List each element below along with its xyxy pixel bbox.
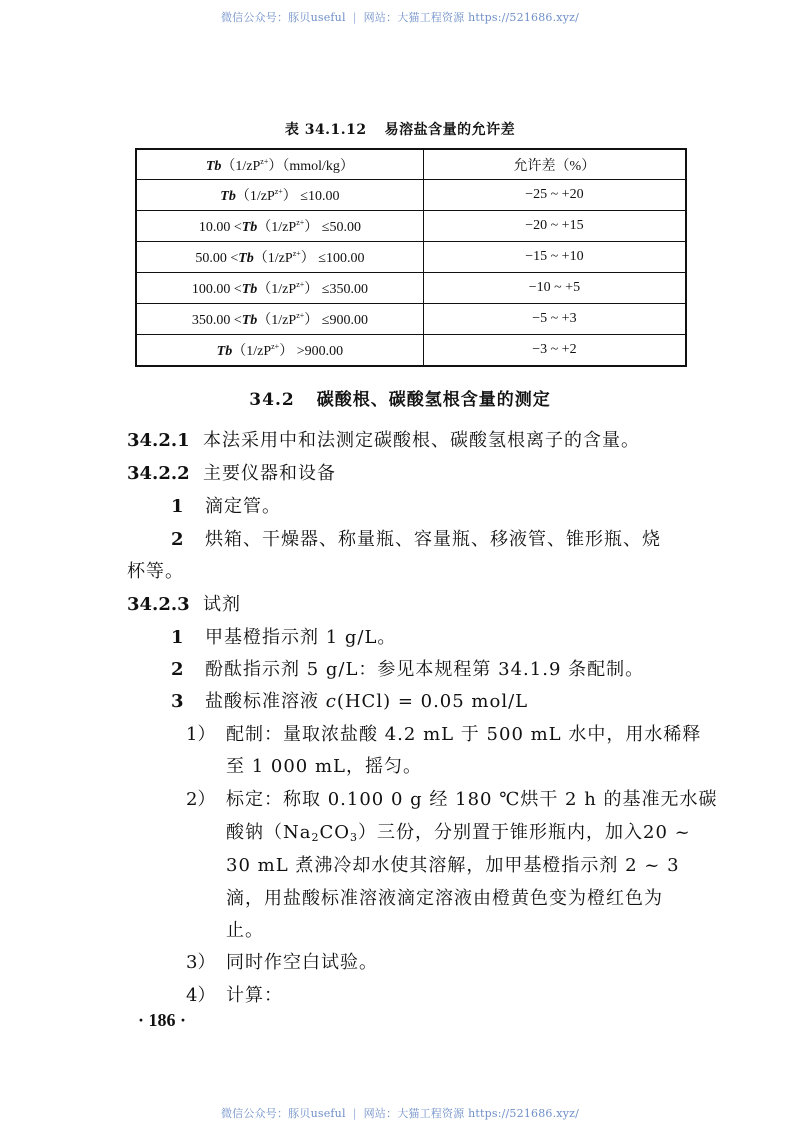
item-text: 酚酞指示剂 5 g/L：参见本规程第 34.1.9 条配制。 (205, 659, 645, 680)
subscript: 3 (350, 831, 359, 844)
item-text: 烘箱、干燥器、称量瓶、容量瓶、移液管、锥形瓶、烧 (205, 529, 661, 550)
table-row (136, 180, 686, 211)
table-caption (0, 119, 800, 139)
step-text-continuation: 30 mL 煮沸冷却水使其溶解，加甲基橙指示剂 2 ~ 3 (226, 855, 680, 876)
lower-bound: 100.00 (191, 282, 231, 297)
paren-close: ） (304, 282, 319, 297)
range-cell (136, 273, 423, 304)
upper-bound: 350.00 (329, 282, 368, 297)
tolerance-cell: −5 ~ +3 (423, 304, 686, 335)
section-heading (0, 385, 800, 410)
charge-sup: z+ (296, 311, 305, 320)
watermark-separator: | (352, 1107, 357, 1120)
table-title: 易溶盐含量的允许差 (384, 122, 516, 138)
lower-operator: < (233, 220, 242, 235)
item-text: 甲基橙指示剂 1 g/L。 (205, 627, 397, 648)
table-row (136, 335, 686, 367)
step-text-continuation: 至 1 000 mL，摇匀。 (226, 756, 422, 777)
header-ion-expr: （1/zP (221, 158, 261, 174)
variable-tb: Tb (241, 313, 258, 328)
lower-operator: < (233, 313, 242, 328)
table-header-row (136, 149, 686, 180)
lower-bound: 10.00 (198, 220, 231, 235)
list-item (171, 689, 528, 715)
upper-operator: > (296, 344, 305, 359)
clause-34-2-2 (127, 461, 336, 487)
upper-bound: 100.00 (325, 251, 365, 266)
table-row (136, 242, 686, 273)
lower-operator: < (230, 251, 239, 266)
charge-sup: z+ (274, 187, 283, 196)
item-number: 3 (171, 691, 184, 712)
upper-operator: ≤ (321, 313, 330, 328)
step-text: CO (319, 822, 351, 843)
paren-close: ） (282, 189, 297, 204)
step-text-continuation: 止。 (226, 920, 264, 941)
ion-expr: （1/zP (257, 282, 297, 297)
upper-operator: ≤ (321, 220, 330, 235)
table-number: 表 34.1.12 (284, 122, 367, 138)
ion-expr: （1/zP (253, 251, 293, 266)
ion-expr: （1/zP (232, 344, 272, 359)
lower-bound: 350.00 (191, 313, 231, 328)
item-text-formula: (HCl) = 0.05 mol/L (336, 691, 529, 712)
step-text: 标定：称取 0.100 0 g 经 180 ℃烘干 2 h 的基准无水碳 (226, 789, 718, 810)
clause-text: 试剂 (203, 594, 241, 615)
range-cell (136, 304, 423, 335)
tolerance-cell: −20 ~ +15 (423, 211, 686, 242)
clause-34-2-1 (127, 428, 640, 454)
section-number: 34.2 (249, 390, 295, 410)
paren-close: ） (300, 251, 315, 266)
step-text-continuation (226, 820, 691, 851)
clause-number: 34.2.3 (127, 594, 190, 615)
list-item-continuation: 杯等。 (127, 561, 184, 582)
tolerance-cell: −3 ~ +2 (423, 335, 686, 367)
variable-tb: Tb (205, 158, 222, 174)
ion-expr: （1/zP (257, 313, 297, 328)
tolerance-table (135, 148, 687, 367)
watermark-site: 网站：大猫工程资源 https://521686.xyz/ (363, 1107, 580, 1120)
paren-close: ） (304, 220, 319, 235)
step-item (186, 787, 718, 813)
clause-text: 主要仪器和设备 (203, 463, 336, 484)
step-text: 计算： (226, 985, 283, 1006)
upper-operator: ≤ (300, 189, 308, 204)
watermark-wechat: 微信公众号：豚贝useful (220, 11, 346, 24)
paren-close: ） (304, 313, 319, 328)
step-item (186, 950, 378, 976)
clause-34-2-3 (127, 592, 241, 618)
step-number: 4） (186, 985, 216, 1006)
ion-expr: （1/zP (257, 220, 297, 235)
header-concentration (136, 149, 423, 180)
ion-expr: （1/zP (235, 189, 275, 204)
step-text: 配制：量取浓盐酸 4.2 mL 于 500 mL 水中，用水稀释 (226, 724, 702, 745)
range-cell (136, 242, 423, 273)
watermark-wechat: 微信公众号：豚贝useful (220, 1107, 346, 1120)
upper-bound: 10.00 (307, 189, 340, 204)
charge-sup: z+ (296, 218, 305, 227)
watermark-top (0, 9, 800, 25)
upper-operator: ≤ (318, 251, 326, 266)
charge-sup: z+ (292, 249, 301, 258)
upper-bound: 900.00 (329, 313, 368, 328)
tolerance-cell: −15 ~ +10 (423, 242, 686, 273)
item-number: 1 (171, 627, 184, 648)
watermark-separator: | (352, 11, 357, 24)
list-item (171, 494, 281, 520)
step-text: 酸钠（Na (226, 822, 312, 843)
range-cell (136, 211, 423, 242)
variable-tb: Tb (238, 251, 254, 266)
subscript: 2 (311, 831, 320, 844)
variable-tb: Tb (241, 282, 258, 297)
lower-bound: 50.00 (195, 251, 227, 266)
step-text: ）三份，分别置于锥形瓶内，加入20 ~ (358, 822, 691, 843)
range-cell (136, 335, 423, 367)
header-tolerance: 允许差（%） (423, 149, 686, 180)
step-item (186, 722, 701, 748)
range-cell (136, 180, 423, 211)
upper-bound: 900.00 (304, 344, 344, 359)
table-row (136, 273, 686, 304)
item-number: 2 (171, 529, 184, 550)
table-row (136, 211, 686, 242)
concentration-variable: c (325, 691, 337, 712)
section-title: 碳酸根、碳酸氢根含量的测定 (316, 390, 551, 410)
tolerance-cell: −10 ~ +5 (423, 273, 686, 304)
item-text: 滴定管。 (205, 496, 281, 517)
upper-bound: 50.00 (329, 220, 361, 235)
clause-text: 本法采用中和法测定碳酸根、碳酸氢根离子的含量。 (203, 430, 640, 451)
list-item (171, 625, 396, 651)
list-item (171, 527, 661, 553)
header-unit: ）（mmol/kg） (268, 158, 354, 174)
clause-number: 34.2.1 (127, 430, 190, 451)
item-text: 盐酸标准溶液 (205, 691, 326, 712)
variable-tb: Tb (216, 344, 233, 359)
watermark-site: 网站：大猫工程资源 https://521686.xyz/ (363, 11, 580, 24)
charge-sup: z+ (271, 342, 280, 351)
charge-sup: z+ (260, 156, 269, 166)
step-text-continuation: 滴，用盐酸标准溶液滴定溶液由橙黄色变为橙红色为 (226, 888, 663, 909)
tolerance-cell: −25 ~ +20 (423, 180, 686, 211)
lower-operator: < (233, 282, 242, 297)
page-number: · 186 · (138, 1010, 187, 1030)
step-text: 同时作空白试验。 (226, 952, 378, 973)
upper-operator: ≤ (321, 282, 330, 297)
item-number: 1 (171, 496, 184, 517)
clause-number: 34.2.2 (127, 463, 190, 484)
table-row (136, 304, 686, 335)
paren-close: ） (279, 344, 294, 359)
step-number: 2） (186, 789, 216, 810)
step-item (186, 983, 283, 1009)
list-item (171, 657, 644, 683)
step-number: 3） (186, 952, 216, 973)
step-number: 1） (186, 724, 216, 745)
variable-tb: Tb (241, 220, 258, 235)
item-number: 2 (171, 659, 184, 680)
watermark-bottom (0, 1105, 800, 1121)
charge-sup: z+ (296, 280, 305, 289)
variable-tb: Tb (220, 189, 236, 204)
